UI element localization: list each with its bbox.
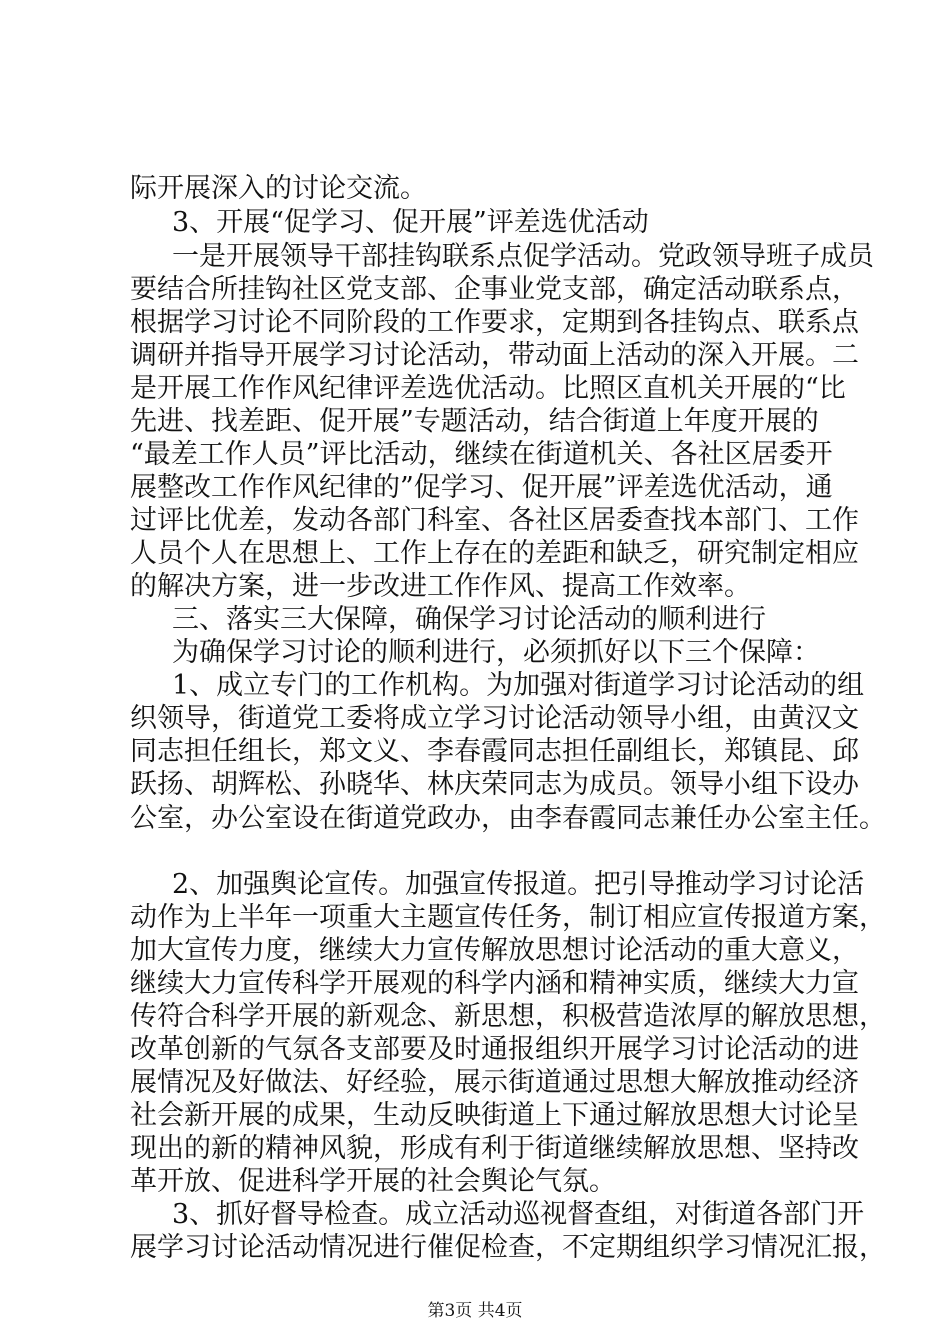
text-line: 人员个人在思想上、工作上存在的差距和缺乏，研究制定相应: [130, 538, 859, 569]
text-line: 织领导，街道党工委将成立学习讨论活动领导小组，由黄汉文: [130, 703, 859, 734]
text-line: 继续大力宣传科学开展观的科学内涵和精神实质，继续大力宣: [130, 968, 859, 999]
text-line: 社会新开展的成果，生动反映街道上下通过解放思想大讨论呈: [130, 1100, 859, 1131]
text-line: 一是开展领导干部挂钩联系点促学活动。党政领导班子成员: [172, 241, 874, 272]
text-line: 是开展工作作风纪律评差选优活动。比照区直机关开展的“比: [130, 373, 846, 404]
text-line: 展学习讨论活动情况进行催促检查，不定期组织学习情况汇报，: [130, 1232, 886, 1263]
text-line: 际开展深入的讨论交流。: [130, 173, 427, 204]
text-line: 根据学习讨论不同阶段的工作要求，定期到各挂钩点、联系点: [130, 307, 859, 338]
text-line: 为确保学习讨论的顺利进行，必须抓好以下三个保障：: [172, 637, 820, 668]
text-line: 调研并指导开展学习讨论活动，带动面上活动的深入开展。二: [130, 340, 859, 371]
text-line: 加大宣传力度，继续大力宣传解放思想讨论活动的重大意义，: [130, 935, 859, 966]
text-line: 革开放、促进科学开展的社会舆论气氛。: [130, 1166, 616, 1197]
text-line: 展整改工作作风纪律的”促学习、促开展”评差选优活动，通: [130, 472, 833, 503]
text-line: 公室，办公室设在街道党政办，由李春霞同志兼任办公室主任。: [130, 803, 886, 834]
text-line: 动作为上半年一项重大主题宣传任务，制订相应宣传报道方案，: [130, 902, 886, 933]
text-line: 先进、找差距、促开展”专题活动，结合街道上年度开展的: [130, 406, 819, 437]
text-line: 跃扬、胡辉松、孙晓华、林庆荣同志为成员。领导小组下设办: [130, 769, 859, 800]
page-number: 第3页 共4页: [427, 1301, 523, 1321]
text-line: “最差工作人员”评比活动，继续在街道机关、各社区居委开: [130, 439, 833, 470]
text-line: 传符合科学开展的新观念、新思想，积极营造浓厚的解放思想，: [130, 1001, 886, 1032]
section-heading: 3、开展“促学习、促开展”评差选优活动: [172, 207, 649, 238]
text-line: 改革创新的气氛各支部要及时通报组织开展学习讨论活动的进: [130, 1034, 859, 1065]
section-heading: 三、落实三大保障，确保学习讨论活动的顺利进行: [172, 604, 766, 635]
text-line: 1、成立专门的工作机构。为加强对街道学习讨论活动的组: [172, 670, 865, 701]
text-line: 的解决方案，进一步改进工作作风、提高工作效率。: [130, 571, 751, 602]
text-line: 要结合所挂钩社区党支部、企事业党支部，确定活动联系点，: [130, 274, 859, 305]
text-line: 现出的新的精神风貌，形成有利于街道继续解放思想、坚持改: [130, 1133, 859, 1164]
text-line: 展情况及好做法、好经验，展示街道通过思想大解放推动经济: [130, 1067, 859, 1098]
text-line: 过评比优差，发动各部门科室、各社区居委查找本部门、工作: [130, 505, 859, 536]
text-line: 同志担任组长，郑文义、李春霞同志担任副组长，郑镇昆、邱: [130, 736, 859, 767]
text-line: 3、抓好督导检查。成立活动巡视督查组，对街道各部门开: [172, 1199, 865, 1230]
text-line: 2、加强舆论宣传。加强宣传报道。把引导推动学习讨论活: [172, 869, 865, 900]
